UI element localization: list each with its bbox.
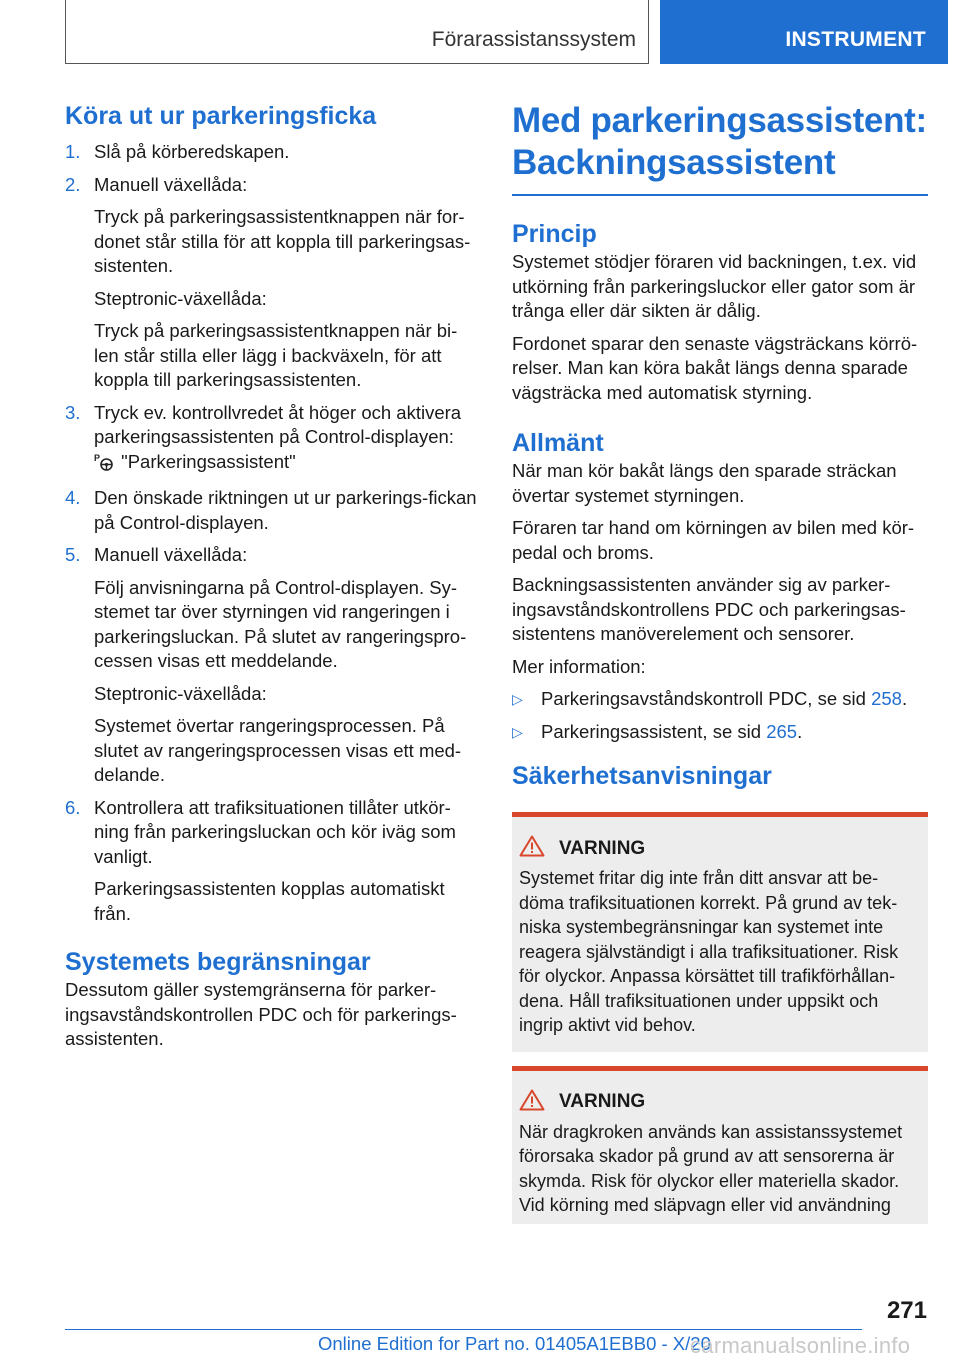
more-info-label: Mer information: (512, 655, 646, 677)
step-item (65, 173, 477, 393)
triangle-bullet-icon: ▷ (512, 723, 523, 740)
warning-text: Systemet fritar dig inte från ditt ansvar att be-döma trafiksituationen korrekt. På grund av tek-niska systembegränsningar kan systemet inte reagera självständigt i alla trafiksituationer. Risk för olyckor. Anpassa körsättet till trafikförhållan-dena. Håll trafiksituationen under uppsikt och ingrip aktivt vid behov. (519, 868, 899, 1035)
step-number: 4. (65, 487, 81, 508)
step-number: 3. (65, 401, 81, 423)
page-header (0, 0, 960, 66)
list-item (512, 720, 928, 745)
step-paragraph: Kontrollera att trafiksituationen tillåter utkör-ning från parkeringsluckan och kör iväg som vanligt. (94, 796, 456, 867)
page-title-line1: Med parkeringsassistent: (512, 101, 927, 140)
section-title: Förarassistanssystem (431, 28, 636, 51)
left-column (65, 100, 477, 1052)
step-number: 1. (65, 141, 81, 162)
warning-header (519, 835, 922, 862)
menu-item-label: "Parkeringsassistent" (121, 450, 296, 472)
step-body (94, 140, 477, 165)
limits-paragraph: Dessutom gäller systemgränserna för parker-ingsavståndskontrollen PDC och för parkerings-assistenten. (65, 979, 457, 1049)
warning-triangle-icon (519, 1089, 557, 1116)
step-paragraph: Steptronic-växellåda: (94, 287, 267, 309)
general-paragraph-3: Backningsassistenten använder sig av parker-ingsavståndskontrollens PDC och parkeringsas-sistentens manöverelement och sensorer. (512, 574, 906, 644)
page-title (512, 100, 928, 184)
step-paragraph: Tryck på parkeringsassistentknappen när bi-len står stilla eller lägg i backväxeln, för att koppla till parkeringsassistenten. (94, 320, 458, 390)
reference-list (512, 687, 928, 744)
svg-text:P: P (94, 452, 101, 463)
step-item (65, 401, 477, 479)
step-paragraph: Den önskade riktningen ut ur parkerings-fickan på Control-displayen. (94, 487, 477, 533)
step-body (94, 401, 477, 479)
step-paragraph: Manuell växellåda: (94, 173, 248, 195)
steps-list (65, 140, 477, 926)
step-number: 2. (65, 173, 81, 195)
step-number: 6. (65, 796, 81, 818)
watermark: carmanualsonline.info (690, 1333, 911, 1358)
heading-begransningar: Systemets begränsningar (65, 948, 371, 976)
warning-box (512, 812, 928, 1052)
principle-paragraph-2: Fordonet sparar den senaste vägsträckans körrö-relser. Man kan köra bakåt längs denna sparade vägsträcka med automatisk styrning. (512, 332, 918, 403)
step-paragraph: Systemet övertar rangeringsprocessen. På slutet av rangeringsprocessen visas ett med-delande. (94, 715, 462, 785)
menu-path (94, 450, 477, 479)
step-item (65, 543, 477, 788)
reference-end: . (901, 688, 908, 709)
step-paragraph: Tryck ev. kontrollvredet åt höger och aktivera parkeringsassistenten på Control-displayen: (94, 401, 462, 447)
reference-text: Parkeringsavståndskontroll PDC, se sid (541, 688, 872, 709)
chapter-tab (660, 0, 948, 64)
heading-kora-ut: Köra ut ur parkeringsficka (65, 102, 377, 130)
step-paragraph: Steptronic-växellåda: (94, 682, 267, 704)
step-paragraph: Parkeringsassistenten kopplas automatiskt från. (94, 878, 445, 924)
general-paragraph-2: Föraren tar hand om körningen av bilen med kör-pedal och broms. (512, 517, 915, 563)
step-item (65, 796, 477, 927)
warning-triangle-icon (519, 835, 557, 862)
step-body (94, 173, 477, 393)
step-item (65, 140, 477, 165)
step-paragraph: Manuell växellåda: (94, 544, 248, 565)
heading-allmant: Allmänt (512, 429, 604, 457)
parking-assistant-icon (94, 452, 116, 479)
step-paragraph: Slå på körberedskapen. (94, 141, 290, 162)
heading-sakerhet: Säkerhetsanvisningar (512, 762, 772, 790)
step-paragraph: Tryck på parkeringsassistentknappen när for-donet står stilla för att koppla till parkeringsas-sistenten. (94, 206, 471, 276)
warning-text: När dragkroken används kan assistanssystemet förorsaka skador på grund av att sensorerna är skymda. Risk för olyckor eller materiella skador. Vid körning med släpvagn eller vid användning (519, 1121, 903, 1215)
footer-rule (65, 1329, 862, 1330)
page-title-line2: Backningsassistent (512, 143, 836, 182)
reference-text: Parkeringsassistent, se sid (541, 720, 767, 742)
warning-header (519, 1089, 922, 1116)
warning-box (512, 1066, 928, 1224)
step-item (65, 486, 477, 535)
step-paragraph: Följ anvisningarna på Control-displayen. Sy-stemet tar över styrningen vid rangeringen i parkeringsluckan. På slutet av rangeringspro-cessen visas ett meddelande. (94, 576, 467, 671)
step-body (94, 543, 477, 788)
page-number: 271 (886, 1297, 927, 1324)
general-paragraph-1: När man kör bakåt längs den sparade sträckan övertar systemet styrningen. (512, 460, 897, 506)
warning-title: VARNING (559, 1091, 646, 1112)
reference-end: . (797, 720, 803, 742)
list-item (512, 687, 928, 712)
warning-title: VARNING (559, 837, 646, 859)
title-rule (512, 194, 928, 196)
step-body (94, 486, 477, 535)
heading-princip: Princip (512, 220, 597, 248)
page-link[interactable]: 265 (766, 720, 798, 742)
page-link[interactable]: 258 (871, 688, 902, 709)
step-body (94, 796, 477, 927)
edition-text: Online Edition for Part no. 01405A1EBB0 - X/20 (318, 1333, 711, 1354)
principle-paragraph-1: Systemet stödjer föraren vid backningen, t.ex. vid utkörning från parkeringsluckor eller gator som är trånga eller där sikten är dålig. (512, 251, 917, 321)
step-number: 5. (65, 544, 81, 565)
section-header-box (65, 0, 649, 64)
chapter-title: INSTRUMENT (785, 28, 926, 51)
right-column (512, 100, 928, 1224)
triangle-bullet-icon: ▷ (512, 691, 523, 707)
